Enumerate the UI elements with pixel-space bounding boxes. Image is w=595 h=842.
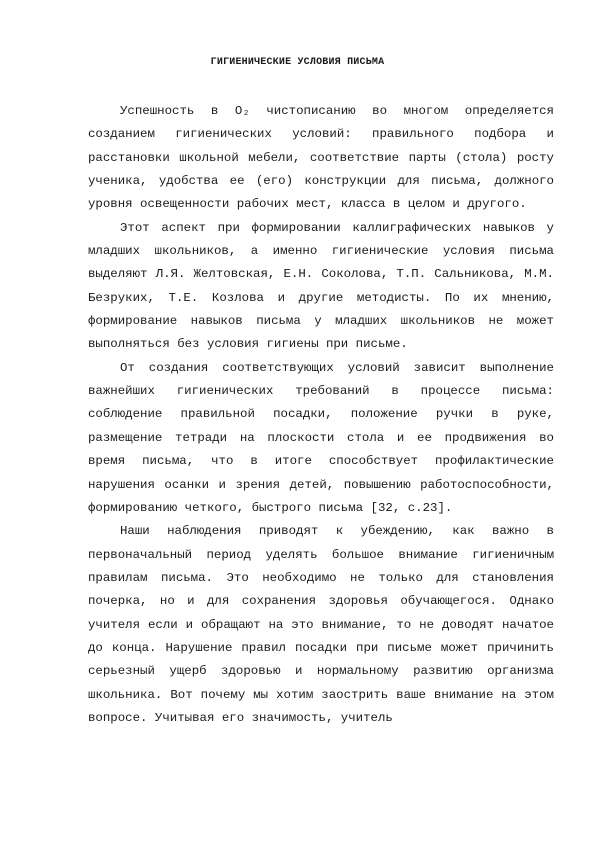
paragraph-1: Успешность в О₂ чистописанию во многом определяется созданием гигиенических условий: правильного подбора и расстановки школьной мебели, соответствие парты (стола) росту ученика, удобства ее (его) конструкции для письма, должного уровня освещенности рабочих мест, класса в целом и другого. xyxy=(88,104,554,212)
paragraph-3: От создания соответствующих условий зависит выполнение важнейших гигиенических требований в процессе письма: соблюдение правильной посадки, положение ручки в руке, размещение тетради на плоскости стола и ее продвижения во время письма, что в итоге способствует профилактические нарушения осанки и зрения детей, повышению работоспособности, формированию четкого, быстрого письма [32, с.23]. xyxy=(88,360,554,515)
paragraph-4: Наши наблюдения приводят к убеждению, как важно в первоначальный период уделять большое внимание гигиеничным правилам письма. Это необходимо не только для становления почерка, но и для сохранения здоровья обучающегося. Однако учителя если и обращают на это внимание, то не доводят начатое до конца. Нарушение правил посадки при письме может причинить серьезный ущерб здоровью и нормальному развитию организма школьника. Вот почему мы хотим заострить ваше внимание на этом вопросе. Учитывая его значимость, учитель xyxy=(88,524,554,725)
document-body xyxy=(88,100,554,730)
document-title: ГИГИЕНИЧЕСКИЕ УСЛОВИЯ ПИСЬМА xyxy=(210,57,385,68)
paragraph-2: Этот аспект при формировании каллиграфических навыков у младших школьников, а именно гигиенические условия письма выделяют Л.Я. Желтовская, Е.Н. Соколова, Т.П. Сальникова, М.М. Безруких, Т.Е. Козлова и другие методисты. По их мнению, формирование навыков письма у младших школьников не может выполняться без условия гигиены при письме. xyxy=(88,220,554,352)
